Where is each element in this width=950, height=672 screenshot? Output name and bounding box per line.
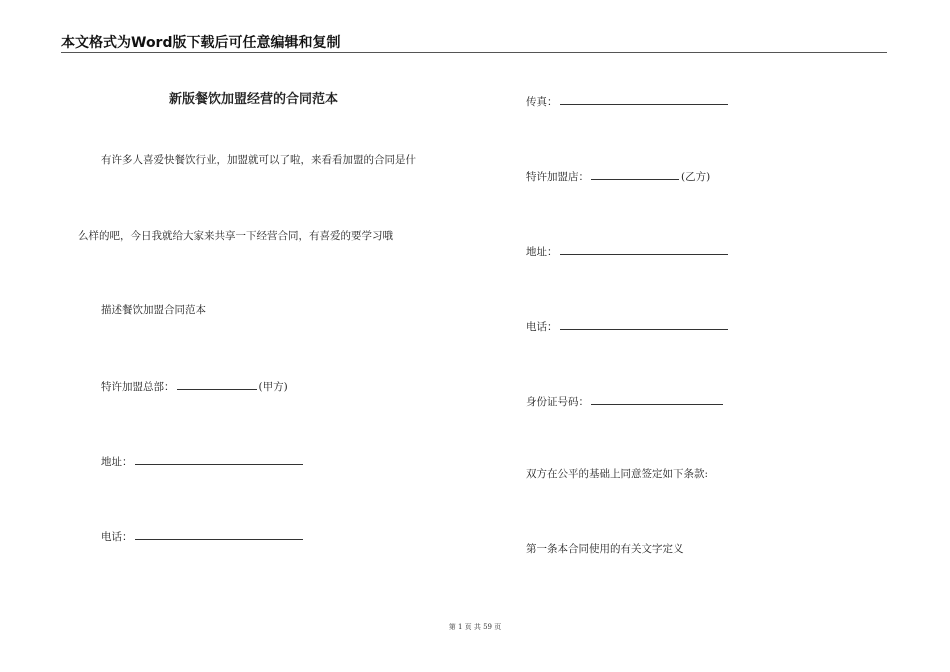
fax-field [526,93,730,109]
franchisee-field [526,168,710,184]
left-phone-label: 电话： [101,531,133,543]
id-number-blank [591,393,723,405]
id-number-label: 身份证号码： [526,396,589,408]
franchisee-blank [591,168,679,180]
document-title: 新版餐饮加盟经营的合同范本 [169,92,339,107]
description-line: 描述餐饮加盟合同范本 [101,304,206,316]
article-1-line: 第一条本合同使用的有关文字定义 [526,543,684,555]
franchisor-label: 特许加盟总部： [101,381,175,393]
intro-line-1: 有许多人喜爱快餐饮行业，加盟就可以了啦，来看看加盟的合同是什 [101,154,416,166]
franchisor-blank [177,378,257,390]
fax-label: 传真： [526,96,558,108]
franchisor-field [101,378,288,394]
header-text: 本文格式为Word版下载后可任意编辑和复制 [61,35,341,51]
franchisee-label: 特许加盟店： [526,171,589,183]
id-number-field [526,393,725,409]
left-phone-field [101,528,305,544]
left-address-label: 地址： [101,456,133,468]
right-phone-blank [560,318,728,330]
left-phone-blank [135,528,303,540]
right-address-blank [560,243,728,255]
right-phone-label: 电话： [526,321,558,333]
right-phone-field [526,318,730,334]
fax-blank [560,93,728,105]
left-address-field [101,453,305,469]
agreement-line: 双方在公平的基础上同意签定如下条款: [526,468,709,480]
franchisee-suffix: (乙方) [681,171,711,183]
intro-line-2: 么样的吧，今日我就给大家来共享一下经营合同，有喜爱的要学习哦 [78,230,393,242]
right-address-field [526,243,730,259]
page-footer: 第 1 页 共 59 页 [448,623,502,631]
right-address-label: 地址： [526,246,558,258]
page-header [61,34,887,53]
franchisor-suffix: (甲方) [258,381,288,393]
left-address-blank [135,453,303,465]
